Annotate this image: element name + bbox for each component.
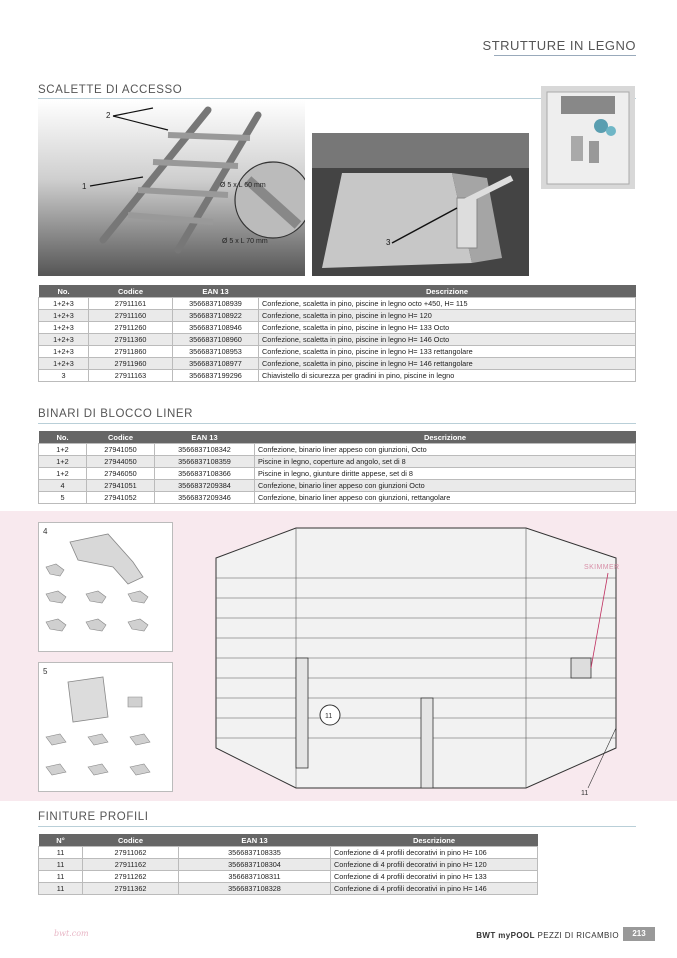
dim1-label: Ø 5 x L 60 mm bbox=[220, 182, 266, 189]
cell: 27911260 bbox=[89, 322, 173, 334]
cell: 3566837108946 bbox=[173, 322, 259, 334]
col-header: Descrizione bbox=[259, 285, 636, 298]
callout-1: 1 bbox=[82, 182, 87, 191]
liner-parts-box-4 bbox=[38, 522, 173, 652]
cell: Confezione di 4 profili decorativi in pino H= 146 bbox=[331, 883, 538, 895]
cell: Confezione, scaletta in pino, piscine in legno H= 146 Octo bbox=[259, 334, 636, 346]
cell: Confezione, scaletta in pino, piscine in legno H= 146 rettangolare bbox=[259, 358, 636, 370]
table-row bbox=[39, 358, 636, 370]
pool-illustration bbox=[196, 518, 636, 800]
cell: 27946050 bbox=[87, 468, 155, 480]
cell: 3566837108922 bbox=[173, 310, 259, 322]
cell: 27941052 bbox=[87, 492, 155, 504]
col-header: No. bbox=[39, 431, 87, 444]
cell: 27911262 bbox=[83, 871, 179, 883]
col-header: Codice bbox=[87, 431, 155, 444]
col-header: EAN 13 bbox=[179, 834, 331, 847]
cell: Confezione, scaletta in pino, piscine in legno H= 120 bbox=[259, 310, 636, 322]
table-row bbox=[39, 346, 636, 358]
cell: 4 bbox=[39, 480, 87, 492]
profiles-table bbox=[38, 834, 538, 895]
cell: Confezione, scaletta in pino, piscine in legno H= 133 rettangolare bbox=[259, 346, 636, 358]
cell: 1+2+3 bbox=[39, 358, 89, 370]
cell: Confezione di 4 profili decorativi in pino H= 106 bbox=[331, 847, 538, 859]
cell: Confezione, scaletta in pino, piscine in legno octo +450, H= 115 bbox=[259, 298, 636, 310]
cell: Confezione, scaletta in pino, piscine in legno H= 133 Octo bbox=[259, 322, 636, 334]
dim2-label: Ø 5 x L 70 mm bbox=[222, 238, 268, 245]
cell: 1+2+3 bbox=[39, 298, 89, 310]
table-row bbox=[39, 492, 636, 504]
cell: 3566837209346 bbox=[155, 492, 255, 504]
table-row bbox=[39, 370, 636, 382]
col-header: N° bbox=[39, 834, 83, 847]
cell: 11 bbox=[39, 871, 83, 883]
col-header: Descrizione bbox=[255, 431, 636, 444]
cell: 3 bbox=[39, 370, 89, 382]
cell: 3566837108953 bbox=[173, 346, 259, 358]
callout-3: 3 bbox=[386, 238, 391, 247]
skimmer-label: SKIMMER bbox=[584, 564, 620, 571]
col-header: EAN 13 bbox=[155, 431, 255, 444]
section-divider bbox=[38, 826, 636, 827]
cell: 27911360 bbox=[89, 334, 173, 346]
table-row bbox=[39, 322, 636, 334]
cell: 3566837108342 bbox=[155, 444, 255, 456]
cell: Piscine in legno, coperture ad angolo, set di 8 bbox=[255, 456, 636, 468]
cell: 3566837108366 bbox=[155, 468, 255, 480]
cell: 3566837108977 bbox=[173, 358, 259, 370]
table-row bbox=[39, 298, 636, 310]
section-title-profiles: FINITURE PROFILI bbox=[38, 811, 149, 823]
cell: 27944050 bbox=[87, 456, 155, 468]
section-title-ladders: SCALETTE DI ACCESSO bbox=[38, 84, 183, 96]
cell: Piscine in legno, giunture diritte appese, set di 8 bbox=[255, 468, 636, 480]
cell: 5 bbox=[39, 492, 87, 504]
cell: 27911960 bbox=[89, 358, 173, 370]
footer-brand-suffix: PEZZI DI RICAMBIO bbox=[534, 931, 619, 940]
box-5-label: 5 bbox=[43, 667, 48, 676]
footer-website: bwt.com bbox=[54, 929, 89, 938]
cell: Confezione, binario liner appeso con giunzioni, Octo bbox=[255, 444, 636, 456]
liner-table bbox=[38, 431, 636, 504]
cell: 27911162 bbox=[83, 859, 179, 871]
ladder-photo bbox=[38, 100, 305, 276]
cell: 27941050 bbox=[87, 444, 155, 456]
cell: 27911062 bbox=[83, 847, 179, 859]
liner-parts-box-5 bbox=[38, 662, 173, 792]
callout-11-b: 11 bbox=[581, 790, 589, 797]
section-title-liner: BINARI DI BLOCCO LINER bbox=[38, 408, 194, 420]
cell: 3566837108335 bbox=[179, 847, 331, 859]
cell: Confezione, binario liner appeso con giunzioni Octo bbox=[255, 480, 636, 492]
cell: 1+2+3 bbox=[39, 346, 89, 358]
col-header: Descrizione bbox=[331, 834, 538, 847]
cell: 3566837209384 bbox=[155, 480, 255, 492]
section-divider bbox=[38, 423, 636, 424]
cell: 27911860 bbox=[89, 346, 173, 358]
cell: Confezione, binario liner appeso con giunzioni, rettangolare bbox=[255, 492, 636, 504]
table-row bbox=[39, 444, 636, 456]
cell: 27911160 bbox=[89, 310, 173, 322]
cell: Confezione di 4 profili decorativi in pino H= 120 bbox=[331, 859, 538, 871]
cell: 3566837108939 bbox=[173, 298, 259, 310]
cell: 11 bbox=[39, 847, 83, 859]
footer-brand bbox=[476, 931, 619, 940]
cell: 3566837108960 bbox=[173, 334, 259, 346]
footer-brand-prefix: BWT my bbox=[476, 931, 511, 940]
table-row bbox=[39, 480, 636, 492]
cell: Confezione di 4 profili decorativi in pino H= 133 bbox=[331, 871, 538, 883]
table-row bbox=[39, 468, 636, 480]
col-header: Codice bbox=[89, 285, 173, 298]
table-row bbox=[39, 859, 538, 871]
table-row bbox=[39, 456, 636, 468]
cell: 27911163 bbox=[89, 370, 173, 382]
callout-11-a: 11 bbox=[325, 713, 333, 720]
cell: 1+2 bbox=[39, 468, 87, 480]
col-header: EAN 13 bbox=[173, 285, 259, 298]
cell: 11 bbox=[39, 883, 83, 895]
table-row bbox=[39, 871, 538, 883]
header-divider bbox=[494, 55, 636, 56]
table-row bbox=[39, 310, 636, 322]
cell: 1+2+3 bbox=[39, 322, 89, 334]
callout-2: 2 bbox=[106, 111, 111, 120]
cell: 27911161 bbox=[89, 298, 173, 310]
cell: 3566837108311 bbox=[179, 871, 331, 883]
cell: 11 bbox=[39, 859, 83, 871]
table-row bbox=[39, 847, 538, 859]
cell: 1+2 bbox=[39, 444, 87, 456]
package-photo bbox=[541, 86, 635, 189]
col-header: Codice bbox=[83, 834, 179, 847]
cell: 3566837108359 bbox=[155, 456, 255, 468]
page-header-title: STRUTTURE IN LEGNO bbox=[482, 38, 636, 53]
cell: Chiavistello di sicurezza per gradini in pino, piscine in legno bbox=[259, 370, 636, 382]
ladders-table bbox=[38, 285, 636, 382]
footer-brand-bold: POOL bbox=[510, 931, 535, 940]
page-number: 213 bbox=[623, 927, 655, 941]
box-4-label: 4 bbox=[43, 527, 48, 536]
cell: 3566837108328 bbox=[179, 883, 331, 895]
cell: 1+2+3 bbox=[39, 310, 89, 322]
table-row bbox=[39, 883, 538, 895]
cell: 3566837108304 bbox=[179, 859, 331, 871]
cell: 1+2 bbox=[39, 456, 87, 468]
cell: 27911362 bbox=[83, 883, 179, 895]
col-header: No. bbox=[39, 285, 89, 298]
cell: 1+2+3 bbox=[39, 334, 89, 346]
table-row bbox=[39, 334, 636, 346]
hook-photo bbox=[312, 133, 529, 276]
cell: 27941051 bbox=[87, 480, 155, 492]
cell: 3566837199296 bbox=[173, 370, 259, 382]
